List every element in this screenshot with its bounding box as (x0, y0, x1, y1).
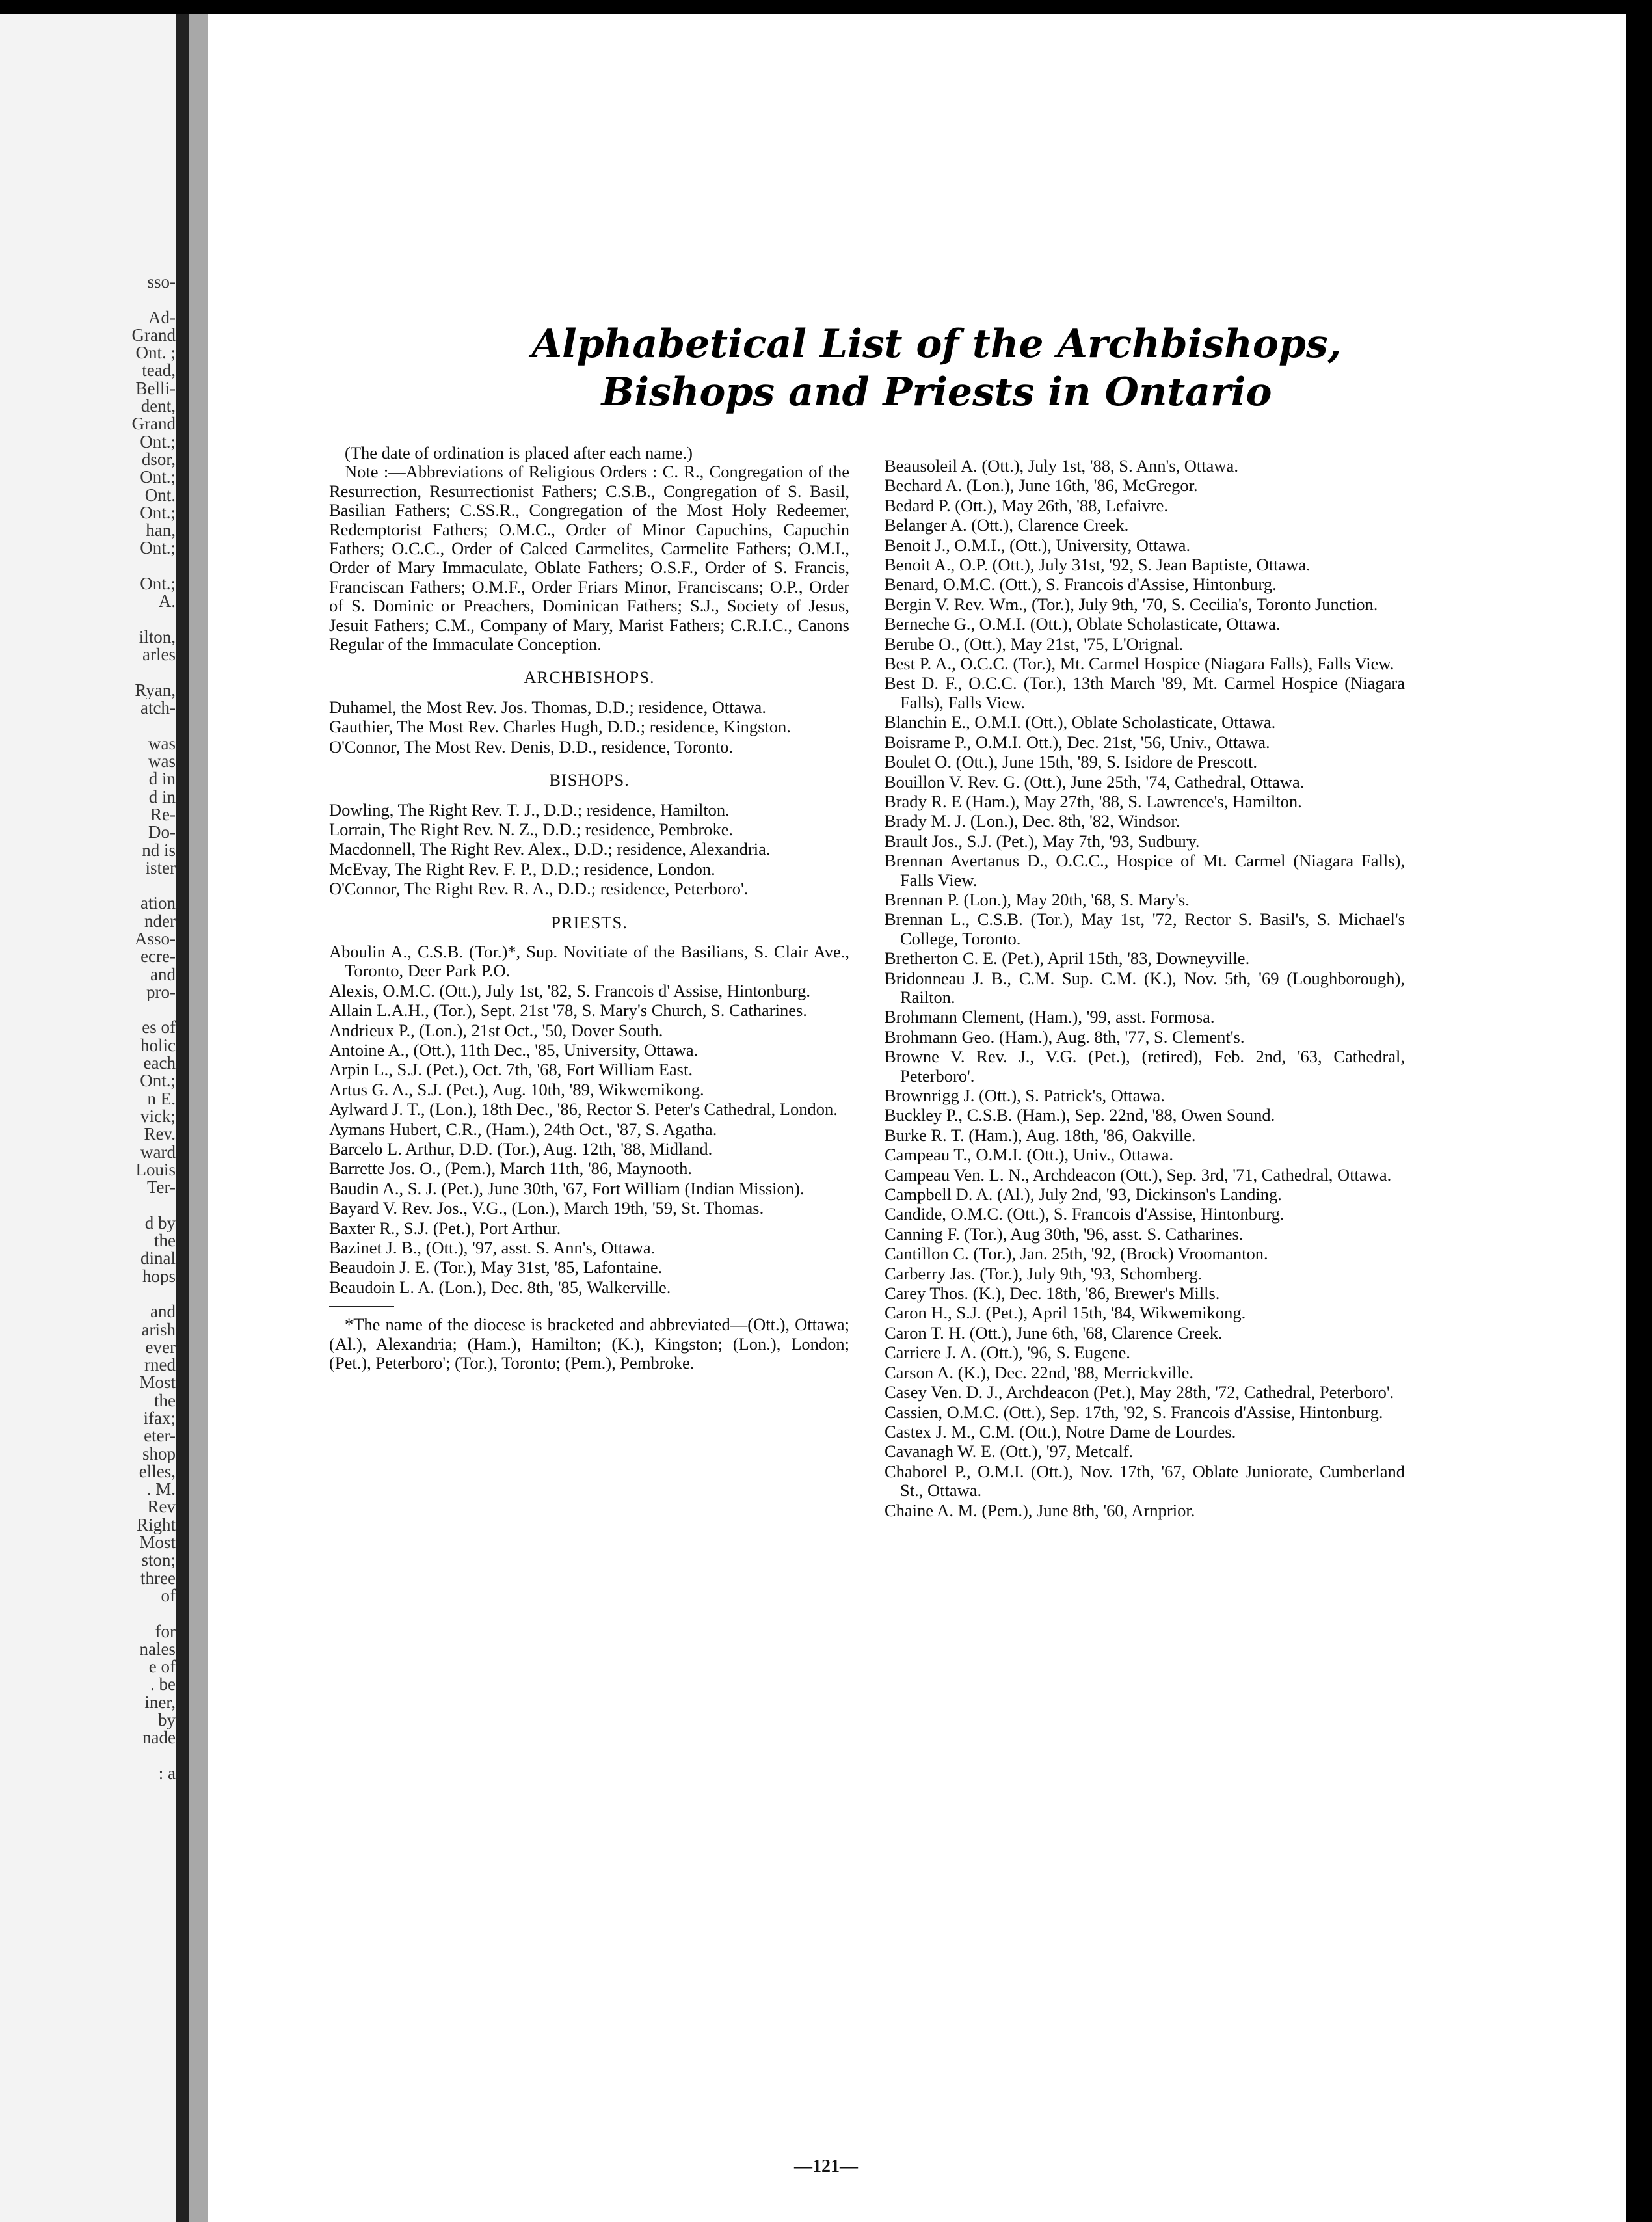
facing-page-fragment: vick; (140, 1107, 176, 1126)
facing-page-fragment: ward (140, 1143, 176, 1161)
facing-page-fragment: Ont.; (140, 539, 176, 557)
facing-page-fragment: Grand (131, 326, 176, 345)
list-entry: Chaborel P., O.M.I. (Ott.), Nov. 17th, '67, Oblate Juniorate, Cumberland St., Ottawa. (885, 1461, 1405, 1501)
list-entry: Barcelo L. Arthur, D.D. (Tor.), Aug. 12th, '88, Midland. (329, 1139, 713, 1158)
facing-page-fragment: and (150, 1303, 176, 1321)
facing-page-fragment: es of (142, 1019, 176, 1037)
facing-page-fragment: Do- (148, 823, 176, 842)
priests-list-right (885, 457, 1405, 1520)
list-entry: Bretherton C. E. (Pet.), April 15th, '83, Downeyville. (885, 948, 1250, 969)
list-entry: Carson A. (K.), Dec. 22nd, '88, Merrickville. (885, 1362, 1194, 1382)
facing-page-fragment (91, 1285, 176, 1303)
facing-page-fragment: ecre- (140, 948, 176, 966)
facing-page-fragment: of (161, 1586, 176, 1605)
list-entry: Antoine A., (Ott.), 11th Dec., '85, University, Ottawa. (329, 1039, 699, 1060)
list-entry: Benard, O.M.C. (Ott.), S. Francois d'Assise, Hintonburg. (885, 574, 1277, 595)
list-entry: Campbell D. A. (Al.), July 2nd, '93, Dickinson's Landing. (885, 1185, 1282, 1205)
facing-page-fragment: : a (158, 1764, 176, 1783)
page-title: Alphabetical List of the Archbishops, Bishops and Priests in Ontario (531, 321, 1342, 415)
facing-page-fragment (91, 557, 176, 575)
facing-page-fragment: shop (142, 1445, 176, 1463)
list-entry: Benoit J., O.M.I., (Ott.), University, Ottawa. (885, 535, 1191, 555)
facing-page-fragment: ston; (141, 1551, 176, 1570)
facing-page-text (91, 273, 176, 1782)
list-entry: Carriere J. A. (Ott.), '96, S. Eugene. (885, 1343, 1130, 1363)
facing-page-fragment: Ont. ; (135, 344, 176, 362)
facing-page-fragment (91, 1001, 176, 1019)
list-entry: Bouillon V. Rev. G. (Ott.), June 25th, '74, Cathedral, Ottawa. (885, 771, 1305, 792)
facing-page-fragment: sso- (147, 273, 176, 291)
list-entry: Brennan L., C.S.B. (Tor.), May 1st, '72, Rector S. Basil's, S. Michael's College, Toronto. (885, 909, 1405, 948)
archbishops-list (329, 698, 849, 756)
list-entry: Aymans Hubert, C.R., (Ham.), 24th Oct., '87, S. Agatha. (329, 1119, 717, 1139)
facing-page-fragment: each (143, 1054, 176, 1073)
facing-page-fragment: Louis (135, 1160, 176, 1179)
facing-page-fragment: was (148, 734, 176, 753)
list-entry: Browne V. Rev. J., V.G. (Pet.), (retired), Feb. 2nd, '63, Cathedral, Peterboro'. (885, 1047, 1405, 1086)
facing-page-fragment: Re- (150, 805, 176, 824)
facing-page-fragment: elles, (139, 1462, 176, 1481)
facing-page-fragment: holic (140, 1036, 176, 1055)
facing-page-fragment: A. (158, 593, 176, 611)
facing-page-fragment (91, 1196, 176, 1214)
list-entry: Allain L.A.H., (Tor.), Sept. 21st '78, S. Mary's Church, S. Catharines. (329, 1000, 807, 1021)
list-entry: Best P. A., O.C.C. (Tor.), Mt. Carmel Hospice (Niagara Falls), Falls View. (885, 654, 1394, 674)
facing-page-fragment: Ad- (148, 308, 176, 327)
document-page (208, 14, 1626, 2222)
facing-page-fragment: Grand (131, 415, 176, 433)
list-entry: Canning F. (Tor.), Aug 30th, '96, asst. S. Catharines. (885, 1224, 1244, 1244)
list-entry: Brownrigg J. (Ott.), S. Patrick's, Ottawa. (885, 1086, 1165, 1105)
list-entry: Brault Jos., S.J. (Pet.), May 7th, '93, Sudbury. (885, 831, 1200, 851)
facing-page-fragment: . be (150, 1676, 176, 1694)
facing-page-fragment (91, 877, 176, 894)
page-number: —121— (794, 2156, 858, 2176)
facing-page-fragment: Belli- (135, 379, 176, 398)
list-entry: Campeau T., O.M.I. (Ott.), Univ., Ottawa. (885, 1145, 1174, 1165)
list-entry: Bridonneau J. B., C.M. Sup. C.M. (K.), Nov. 5th, '69 (Loughborough), Railton. (885, 968, 1405, 1007)
facing-page-fragment: eter- (144, 1427, 176, 1445)
list-entry: Aylward J. T., (Lon.), 18th Dec., '86, Rector S. Peter's Cathedral, London. (329, 1099, 838, 1119)
facing-page-fragment: dinal (140, 1250, 176, 1268)
scan-right-border (1626, 0, 1652, 2222)
list-entry: Beaudoin J. E. (Tor.), May 31st, '85, Lafontaine. (329, 1257, 663, 1278)
list-entry: Bedard P. (Ott.), May 26th, '88, Lefaivre. (885, 495, 1169, 515)
date-note: (The date of ordination is placed after each name.) (345, 443, 693, 462)
facing-page-fragment: Ter- (146, 1179, 176, 1197)
book-gutter-shadow (176, 14, 189, 2222)
facing-page-fragment: was (148, 753, 176, 771)
list-entry: Dowling, The Right Rev. T. J., D.D.; residence, Hamilton. (329, 799, 730, 820)
list-entry: Boisrame P., O.M.I. Ott.), Dec. 21st, '56, Univ., Ottawa. (885, 732, 1270, 752)
list-entry: Baudin A., S. J. (Pet.), June 30th, '67, Fort William (Indian Mission). (329, 1178, 805, 1198)
facing-page-fragment: dsor, (141, 450, 176, 469)
list-entry: Chaine A. M. (Pem.), June 8th, '60, Arnprior. (885, 1500, 1195, 1520)
facing-page-fragment: n E. (147, 1090, 176, 1108)
list-entry: Aboulin A., C.S.B. (Tor.)*, Sup. Novitiate of the Basilians, S. Clair Ave., Toronto, Deer Park P.O. (329, 941, 849, 981)
facing-page-fragment: e of (148, 1658, 176, 1676)
facing-page-fragment: ilton, (139, 628, 176, 647)
facing-page-fragment: for (155, 1622, 176, 1640)
facing-page-fragment: the (154, 1391, 176, 1410)
facing-page-fragment: Ont.; (140, 1072, 176, 1090)
list-entry: Macdonnell, The Right Rev. Alex., D.D.; residence, Alexandria. (329, 839, 771, 859)
facing-page-fragment: Right (136, 1516, 176, 1534)
facing-page-fragment: Asso- (134, 930, 176, 948)
list-entry: Castex J. M., C.M. (Ott.), Notre Dame de Lourdes. (885, 1421, 1236, 1441)
list-entry: Brohmann Clement, (Ham.), '99, asst. Formosa. (885, 1007, 1215, 1027)
list-entry: Belanger A. (Ott.), Clarence Creek. (885, 515, 1129, 535)
facing-page-fragment: iner, (144, 1693, 176, 1712)
bishops-heading: BISHOPS. (549, 770, 630, 790)
list-entry: Bayard V. Rev. Jos., V.G., (Lon.), March 19th, '59, St. Thomas. (329, 1198, 764, 1218)
facing-page-fragment (91, 1605, 176, 1622)
book-gutter (189, 14, 208, 2222)
facing-page-fragment: Rev. (144, 1125, 176, 1144)
list-entry: Casey Ven. D. J., Archdeacon (Pet.), May 28th, '72, Cathedral, Peterboro'. (885, 1382, 1394, 1402)
list-entry: Buckley P., C.S.B. (Ham.), Sep. 22nd, '88, Owen Sound. (885, 1105, 1275, 1125)
facing-page-fragment: Ont.; (140, 468, 176, 487)
facing-page-fragment (91, 664, 176, 682)
archbishops-heading: ARCHBISHOPS. (524, 667, 655, 688)
facing-page-fragment: nales (139, 1640, 176, 1659)
list-entry: Alexis, O.M.C. (Ott.), July 1st, '82, S. Francois d' Assise, Hintonburg. (329, 980, 811, 1000)
facing-page-fragment: dent, (140, 397, 176, 416)
list-entry: Beausoleil A. (Ott.), July 1st, '88, S. Ann's, Ottawa. (885, 456, 1238, 475)
left-column (329, 444, 849, 1372)
list-entry: Cantillon C. (Tor.), Jan. 25th, '92, (Brock) Vroomanton. (885, 1244, 1268, 1264)
list-entry: Best D. F., O.C.C. (Tor.), 13th March '89, Mt. Carmel Hospice (Niagara Falls), Falls View. (885, 673, 1405, 712)
list-entry: Bechard A. (Lon.), June 16th, '86, McGregor. (885, 475, 1198, 496)
facing-page-fragment: Ont. (144, 486, 176, 504)
list-entry: Berneche G., O.M.I. (Ott.), Oblate Scholasticate, Ottawa. (885, 614, 1281, 634)
facing-page-edge (0, 14, 176, 2222)
facing-page-fragment: the (154, 1232, 176, 1250)
priests-list-left (329, 943, 849, 1297)
facing-page-fragment: rned (144, 1356, 176, 1374)
list-entry: Bazinet J. B., (Ott.), '97, asst. S. Ann's, Ottawa. (329, 1238, 656, 1258)
facing-page-fragment: and (150, 965, 176, 984)
list-entry: Boulet O. (Ott.), June 15th, '89, S. Isidore de Prescott. (885, 752, 1257, 772)
list-entry: Duhamel, the Most Rev. Jos. Thomas, D.D.; residence, Ottawa. (329, 697, 766, 717)
facing-page-fragment: nd is (142, 841, 176, 859)
facing-page-fragment: d in (148, 788, 176, 806)
list-entry: Lorrain, The Right Rev. N. Z., D.D.; residence, Pembroke. (329, 819, 734, 839)
list-entry: Caron T. H. (Ott.), June 6th, '68, Clarence Creek. (885, 1322, 1223, 1343)
list-entry: Bergin V. Rev. Wm., (Tor.), July 9th, '70, S. Cecilia's, Toronto Junction. (885, 594, 1378, 614)
list-entry: Benoit A., O.P. (Ott.), July 31st, '92, S. Jean Baptiste, Ottawa. (885, 555, 1311, 575)
facing-page-fragment: d by (144, 1214, 176, 1233)
list-entry: Burke R. T. (Ham.), Aug. 18th, '86, Oakville. (885, 1125, 1196, 1145)
list-entry: Cavanagh W. E. (Ott.), '97, Metcalf. (885, 1441, 1134, 1462)
facing-page-fragment: by (158, 1711, 176, 1730)
facing-page-fragment: nder (144, 912, 176, 930)
facing-page-fragment: . M. (146, 1480, 176, 1499)
list-entry: Carberry Jas. (Tor.), July 9th, '93, Schomberg. (885, 1263, 1203, 1283)
facing-page-fragment: d in (148, 770, 176, 788)
facing-page-fragment: han, (146, 522, 176, 540)
list-entry: Brady R. E (Ham.), May 27th, '88, S. Lawrence's, Hamilton. (885, 791, 1302, 811)
facing-page-fragment: Ont.; (140, 503, 176, 522)
list-entry: Brohmann Geo. (Ham.), Aug. 8th, '77, S. Clement's. (885, 1026, 1245, 1047)
abbreviations-note: Note :—Abbreviations of Religious Orders : C. R., Congregation of the Resurrection, Resurrectionist Fathers; C.S.B., Congregation of S. Basil, Basilian Fathers; C.SS.R., Congregation of the Most Holy Redeemer, Redemptorist Fathers; O.M.C., Order of Minor Capuchins, Capuchin Fathers; O.C.C., Order of Calced Carmelites, Carmelite Fathers; O.M.I., Order of Mary Immaculate, Oblate Fathers; O.S.F., Order of S. Francis, Franciscan Fathers; O.M.F., Order Friars Minor, Franciscans; O.P., Order of S. Dominic or Preachers, Dominican Fathers; S.J., Society of Jesus, Jesuit Fathers; C.M., Company of Mary, Marist Fathers; C.R.I.C., Canons Regular of the Immaculate Conception. (329, 462, 849, 654)
list-entry: Berube O., (Ott.), May 21st, '75, L'Orignal. (885, 634, 1184, 654)
priests-heading: PRIESTS. (551, 912, 628, 932)
list-entry: Caron H., S.J. (Pet.), April 15th, '84, Wikwemikong. (885, 1303, 1246, 1323)
list-entry: O'Connor, The Right Rev. R. A., D.D.; residence, Peterboro'. (329, 879, 749, 899)
facing-page-fragment: Most (139, 1534, 176, 1552)
facing-page-fragment: hops (142, 1267, 176, 1285)
facing-page-fragment: ever (145, 1338, 176, 1357)
facing-page-fragment: pro- (146, 983, 176, 1002)
footnote: *The name of the diocese is bracketed and abbreviated—(Ott.), Ottawa; (Al.), Alexandria; (Ham.), Hamilton; (K.), Kingston; (Lon.), London; (Pet.), Peterboro'; (Tor.), Toronto; (Pem.), Pembroke. (329, 1315, 849, 1373)
facing-page-fragment: ister (145, 859, 176, 877)
list-entry: Cassien, O.M.C. (Ott.), Sep. 17th, '92, S. Francois d'Assise, Hintonburg. (885, 1402, 1383, 1422)
scan-top-border (0, 0, 1652, 14)
facing-page-fragment: three (140, 1569, 176, 1587)
bishops-list (329, 801, 849, 899)
list-entry: Baxter R., S.J. (Pet.), Port Arthur. (329, 1218, 561, 1238)
footnote-rule (329, 1306, 394, 1307)
facing-page-fragment: Ryan, (135, 681, 176, 700)
facing-page-fragment: arish (141, 1320, 176, 1339)
right-column (885, 457, 1405, 1521)
list-entry: Artus G. A., S.J. (Pet.), Aug. 10th, '89, Wikwemikong. (329, 1079, 704, 1099)
facing-page-fragment: arles (142, 646, 176, 664)
facing-page-fragment: tead, (142, 362, 176, 380)
list-entry: Brennan P. (Lon.), May 20th, '68, S. Mary's. (885, 889, 1190, 909)
list-entry: McEvay, The Right Rev. F. P., D.D.; residence, London. (329, 859, 715, 879)
facing-page-fragment: Most (139, 1374, 176, 1392)
facing-page-fragment (91, 1747, 176, 1765)
list-entry: Carey Thos. (K.), Dec. 18th, '86, Brewer's Mills. (885, 1283, 1220, 1304)
facing-page-fragment: ation (140, 894, 176, 913)
facing-page-fragment: ifax; (143, 1410, 176, 1428)
list-entry: Blanchin E., O.M.I. (Ott.), Oblate Scholasticate, Ottawa. (885, 712, 1276, 732)
facing-page-fragment: nade (142, 1729, 176, 1747)
facing-page-fragment (91, 611, 176, 628)
facing-page-fragment: Rev (147, 1498, 176, 1516)
facing-page-fragment: atch- (140, 699, 176, 717)
list-entry: Campeau Ven. L. N., Archdeacon (Ott.), Sep. 3rd, '71, Cathedral, Ottawa. (885, 1164, 1392, 1185)
list-entry: Arpin L., S.J. (Pet.), Oct. 7th, '68, Fort William East. (329, 1060, 693, 1080)
list-entry: Barrette Jos. O., (Pem.), March 11th, '86, Maynooth. (329, 1158, 692, 1179)
facing-page-fragment: Ont.; (140, 575, 176, 593)
list-entry: O'Connor, The Most Rev. Denis, D.D., residence, Toronto. (329, 736, 734, 756)
facing-page-fragment: Ont.; (140, 433, 176, 451)
list-entry: Beaudoin L. A. (Lon.), Dec. 8th, '85, Walkerville. (329, 1277, 671, 1297)
facing-page-fragment (91, 291, 176, 308)
list-entry: Andrieux P., (Lon.), 21st Oct., '50, Dover South. (329, 1020, 663, 1040)
list-entry: Candide, O.M.C. (Ott.), S. Francois d'Assise, Hintonburg. (885, 1204, 1285, 1224)
list-entry: Brennan Avertanus D., O.C.C., Hospice of Mt. Carmel (Niagara Falls), Falls View. (885, 851, 1405, 890)
list-entry: Brady M. J. (Lon.), Dec. 8th, '82, Windsor. (885, 811, 1180, 831)
facing-page-fragment (91, 717, 176, 734)
list-entry: Gauthier, The Most Rev. Charles Hugh, D.D.; residence, Kingston. (329, 717, 791, 737)
